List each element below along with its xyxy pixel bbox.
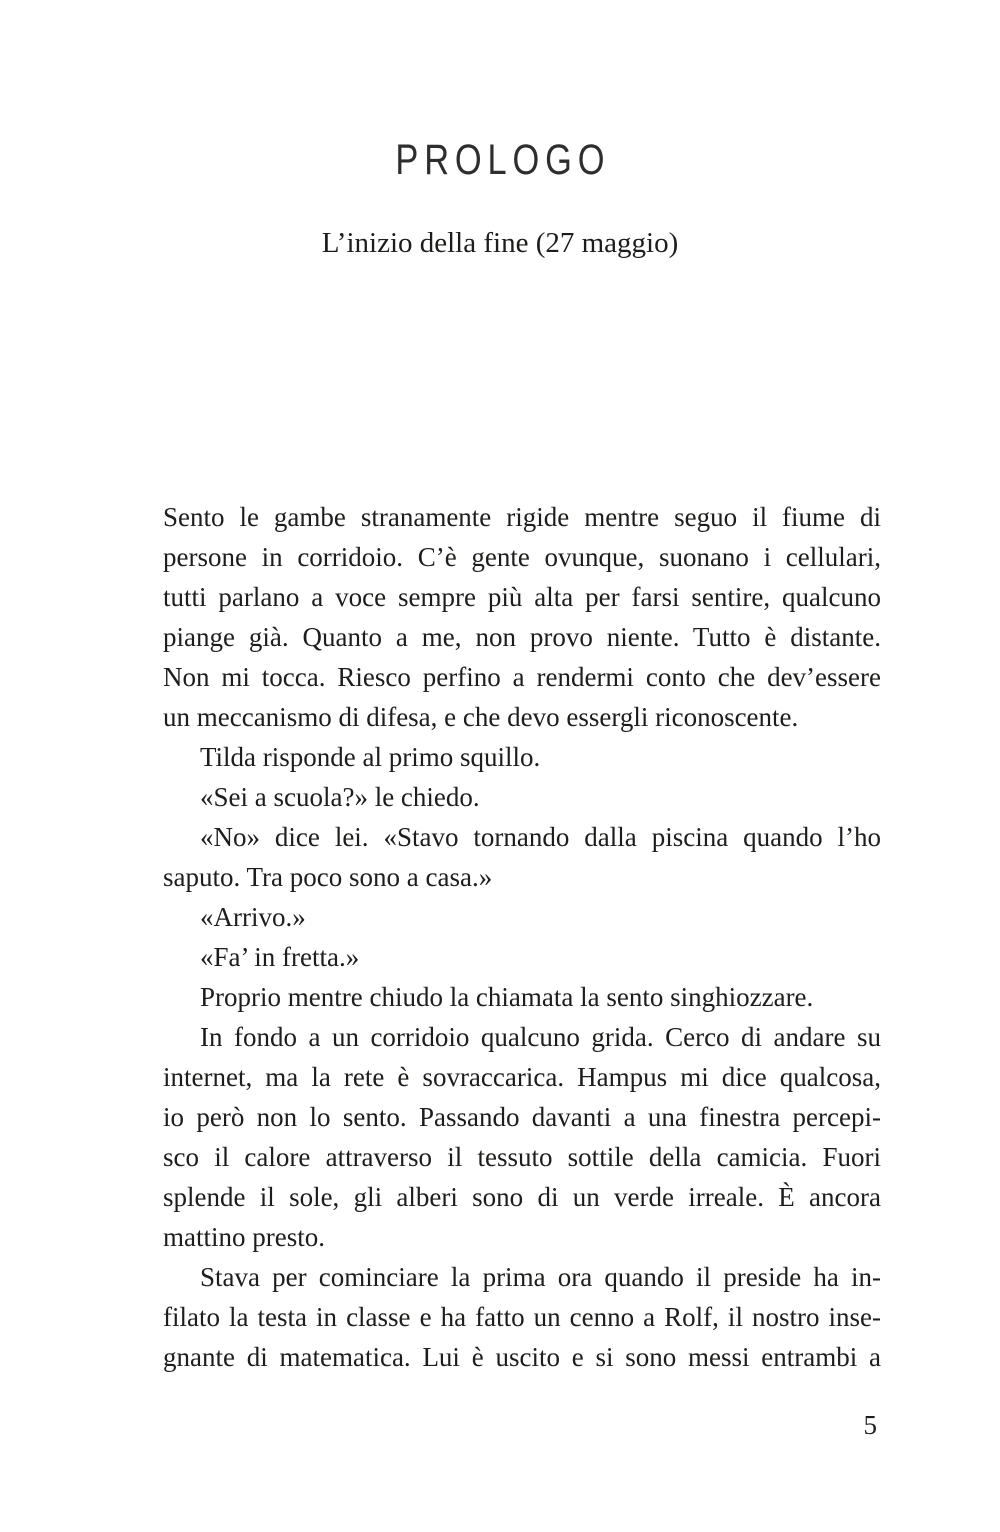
text-line: Sento le gambe stranamente rigide mentre seguo il fiume di	[163, 502, 881, 532]
chapter-subtitle: L’inizio della fine (27 maggio)	[321, 227, 679, 259]
text-line: filato la testa in classe e ha fatto un cenno a Rolf, il nostro inse-	[163, 1302, 881, 1332]
text-line: Non mi tocca. Riesco perfino a rendermi conto che dev’essere	[163, 662, 881, 692]
text-line: internet, ma la rete è sovraccarica. Hampus mi dice qualcosa,	[163, 1062, 881, 1092]
text-line: mattino presto.	[163, 1222, 325, 1252]
text-line: In fondo a un corridoio qualcuno grida. Cerco di andare su	[200, 1022, 881, 1052]
body-text	[163, 497, 881, 1377]
chapter-heading	[0, 136, 1000, 185]
text-line: piange già. Quanto a me, non provo niente. Tutto è distante.	[163, 622, 881, 652]
text-line: persone in corridoio. C’è gente ovunque, suonano i cellulari,	[163, 542, 881, 572]
text-line: «Arrivo.»	[200, 902, 306, 932]
page-number: 5	[863, 1410, 877, 1440]
text-line: splende il sole, gli alberi sono di un verde irreale. È ancora	[163, 1182, 881, 1212]
text-line: «Sei a scuola?» le chiedo.	[200, 782, 480, 812]
text-line: Tilda risponde al primo squillo.	[200, 742, 541, 772]
text-line: un meccanismo di difesa, e che devo essergli riconoscente.	[163, 702, 799, 732]
chapter-heading-text: PROLOGO	[395, 136, 611, 184]
text-line: Stava per cominciare la prima ora quando il preside ha in-	[200, 1262, 881, 1292]
text-line: Proprio mentre chiudo la chiamata la sento singhiozzare.	[200, 982, 814, 1012]
text-line: tutti parlano a voce sempre più alta per farsi sentire, qualcuno	[163, 582, 881, 612]
text-line: «Fa’ in fretta.»	[200, 942, 360, 972]
text-line: gnante di matematica. Lui è uscito e si sono messi entrambi a	[163, 1342, 881, 1372]
text-line: io però non lo sento. Passando davanti a una finestra percepi-	[163, 1102, 881, 1132]
text-line: sco il calore attraverso il tessuto sottile della camicia. Fuori	[163, 1142, 881, 1172]
text-line: saputo. Tra poco sono a casa.»	[163, 862, 493, 892]
text-line: «No» dice lei. «Stavo tornando dalla piscina quando l’ho	[200, 822, 881, 852]
